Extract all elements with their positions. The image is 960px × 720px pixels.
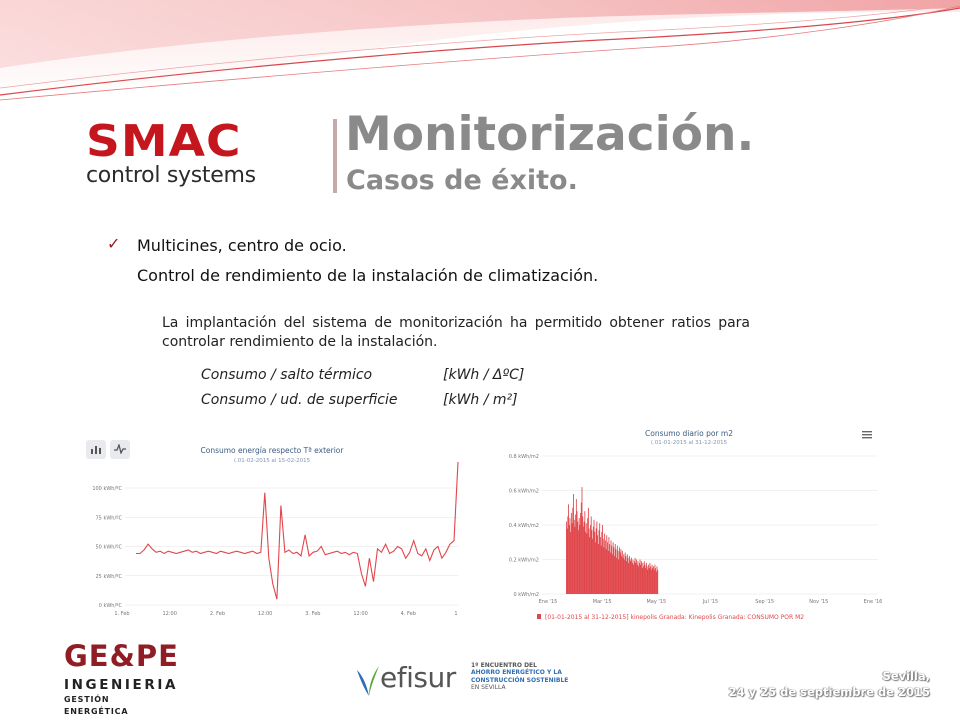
- y-tick-label: 0 kWh/m2: [513, 592, 539, 598]
- y-tick-label: 0.4 kWh/m2: [508, 523, 539, 529]
- result-paragraph: La implantación del sistema de monitorización ha permitido obtener ratios para controlar rendimiento de la instalación.: [162, 315, 750, 350]
- page-title: Monitorización.: [345, 107, 755, 162]
- x-tick-label: 4. Feb: [400, 611, 416, 617]
- y-tick-label: 25 kWh/ºC: [95, 573, 122, 580]
- event-logo: [471, 662, 581, 691]
- event-city: Sevilla,: [882, 669, 930, 683]
- title-divider: [333, 119, 337, 193]
- ratio-unit: [kWh / ΔºC]: [443, 367, 525, 383]
- chart-title: Consumo diario por m2: [645, 429, 733, 438]
- x-tick-label: 2. Feb: [209, 611, 226, 617]
- ratio-label: Consumo / salto térmico: [201, 367, 373, 383]
- x-tick-label: Mar '15: [592, 599, 612, 605]
- chart-subtitle: (.01-02-2015 al 15-02-2015: [233, 458, 311, 464]
- gepe-ingenieria: INGENIERIA: [64, 677, 179, 693]
- x-tick-label: 12:00: [257, 611, 273, 617]
- x-tick-label: Jul '15: [702, 599, 719, 605]
- x-tick-label: 12:00: [353, 611, 368, 617]
- checkmark-icon: ✓: [107, 234, 121, 253]
- x-tick-label: 1: [454, 611, 458, 617]
- header-swoosh: [0, 0, 960, 110]
- chart-title: Consumo energía respecto Tª exterior: [200, 446, 344, 455]
- gepe-gestion: GESTIÓN ENERGÉTICA: [64, 695, 129, 716]
- event-date: 24 y 25 de septiembre de 2015: [728, 685, 930, 699]
- y-tick-label: 75 kWh/ºC: [95, 515, 122, 522]
- x-tick-label: 3. Feb: [305, 611, 321, 617]
- y-tick-label: 0.8 kWh/m2: [508, 454, 539, 460]
- legend-swatch: [537, 614, 541, 619]
- chart-series-line: [136, 462, 458, 599]
- event-line: CONSTRUCCIÓN SOSTENIBLE: [471, 676, 569, 684]
- smac-logo-subtitle: control systems: [86, 163, 256, 188]
- bar-chart-daily-consumption: [480, 422, 885, 624]
- x-tick-label: 1. Feb: [114, 611, 130, 617]
- smac-logo: [86, 116, 266, 188]
- x-tick-label: Nov '15: [809, 599, 829, 605]
- page-subtitle: Casos de éxito.: [346, 165, 578, 196]
- x-tick-label: Ene '16: [863, 599, 883, 605]
- chart-legend[interactable]: [01-01-2015 al 31-12-2015] kinepolis Granada: Kinepolis Granada: CONSUMO POR M2: [545, 614, 805, 621]
- y-tick-label: 0.2 kWh/m2: [508, 557, 539, 564]
- smac-logo-wordmark: SMAC: [86, 116, 242, 168]
- y-tick-label: 100 kWh/ºC: [92, 486, 122, 492]
- event-line: AHORRO ENERGÉTICO Y LA: [471, 669, 562, 677]
- y-tick-label: 0 kWh/ºC: [98, 603, 122, 609]
- x-tick-label: Sep '15: [755, 599, 775, 605]
- x-tick-label: 12:00: [162, 611, 177, 617]
- ratio-label: Consumo / ud. de superficie: [201, 392, 398, 408]
- y-tick-label: 50 kWh/ºC: [95, 544, 122, 551]
- bar: [657, 570, 658, 594]
- x-tick-label: May '15: [646, 599, 667, 605]
- gepe-logo: [64, 639, 179, 718]
- menu-icon[interactable]: [862, 431, 872, 438]
- x-tick-label: Ene '15: [538, 599, 558, 605]
- event-line: EN SEVILLA: [471, 683, 506, 691]
- efisur-logo: [355, 661, 456, 702]
- efisur-wordmark: efisur: [380, 661, 456, 694]
- event-location-date: [729, 668, 930, 700]
- case-description: Control de rendimiento de la instalación de climatización.: [137, 266, 599, 285]
- ratio-unit: [kWh / m²]: [443, 392, 518, 408]
- efisur-leaf-icon: [355, 664, 379, 698]
- event-line: 1º ENCUENTRO DEL: [471, 662, 537, 669]
- case-title: Multicines, centro de ocio.: [137, 236, 347, 255]
- chart-subtitle: (.01-01-2015 al 31-12-2015: [650, 440, 728, 446]
- gepe-wordmark: GE&PE: [64, 639, 179, 673]
- y-tick-label: 0.6 kWh/m2: [508, 488, 539, 495]
- line-chart-energy-vs-temperature: [80, 434, 462, 622]
